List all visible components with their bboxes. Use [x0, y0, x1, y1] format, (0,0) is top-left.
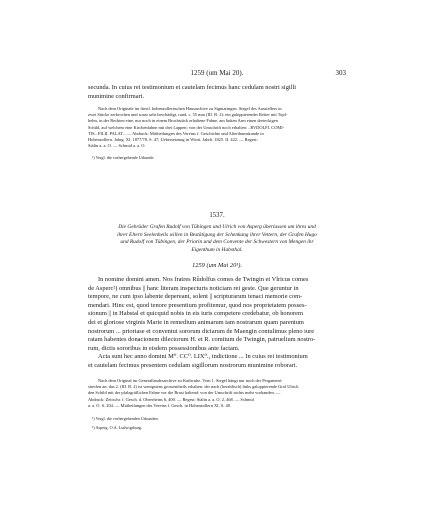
text-line: secunda. In cuius rei testimonium et cautelam fecimus hanc cedulam nostri sigilli [88, 84, 296, 91]
body-line: ratam habentes donacionem dilectorum H. et R. comitum de Twingin, patruelium nostro- [88, 336, 316, 344]
top-archival-note [88, 106, 346, 149]
document-archival-note [88, 378, 346, 409]
note-line: TIS...FILII. PALAT... — Abdruck: Mittheilungen des Vereins f. Geschichte und Alterthumskunde in [88, 130, 264, 136]
text-line: munimine confirmari. [88, 92, 145, 100]
document-body [88, 276, 346, 371]
note-line: Stälin a. a. O. — Schmid a. a. O. [88, 143, 146, 149]
note-line: Nach dem Original im Generallandesarchive zu Karlsruhe. Vom 1. Siegel hängt nur noch der Pergament- [98, 378, 283, 383]
body-line: nostrorum ... prioriase et conventui sororum dictarum de Maengin contulimus pleno iure [88, 327, 315, 335]
note-line: den Schild mit der pfalzgräflichen Fahne vor die Brust haltend; von der Umschrift nichts mehr vorhanden. — [88, 390, 281, 396]
body-line: et cautelam fecimus presentem cedulam sigillorum nostrorum munimine roborari. [88, 361, 298, 369]
note-line: zwei Stücke zerbrochen und sonst sehr beschädigt, rund, c. 55 mm (III. B. 2): ein galoppierender Reiter mit Topf- [88, 112, 288, 118]
summary-line: Die Gebrüder Grafen Rudolf von Tübingen und Ulrich von Asperg überlassen um ihres und [118, 224, 316, 230]
summary-line: Eigenthum in Habsthal. [191, 246, 243, 253]
note-line: Schild, auf welchem eine Kirchenfahne mit drei Lappen; von der Umschrift noch erhalten: ..RVDOLFI. COMI- [88, 124, 285, 130]
body-line: de Asperc²) omnibus || hanc literam inspecturis noticiam rei geste. Que geruntur in [88, 284, 299, 292]
note-line: Hohenzollern. Jahrg. XI. 1877/78, S. 47; Uebersetzung in Württ. Jahrb. 1825. II. 422. — Regest: [88, 137, 258, 143]
body-line: dei et gloriose virginis Marie in remedium animarum tam nostrarum quam parentum [88, 318, 304, 326]
body-line: Acta sunt hec anno domini M⁰. CC⁰. LIX⁰., indictione ... In cuius rei testimonium [98, 353, 308, 361]
body-line: sionum || in Habstal et quicquid nobis in eis iuris competere credebatur, ob honorem [88, 310, 303, 318]
running-header [88, 69, 346, 79]
top-footnote: ¹) Vergl. die vorhergehende Urkunde. [92, 155, 155, 160]
summary-line: und Rudolf von Tübingen, der Priorin und dem Convente der Schwestern von Mengen ihr [120, 239, 314, 246]
note-line: Abdruck: Zeitschr. f. Gesch. d. Oberrheins 6, 400. — Regest: Stälin a. a. O. 2, 468. — Schmid [88, 396, 254, 402]
body-line: tempore, ne cum ipso labente depereant, solent || scripturarum tenaci memorie com- [88, 293, 303, 301]
body-line: mendari. Hinc est, quod tenore presentium profitemur, quod nos proprietatem posses- [88, 301, 307, 309]
body-line: rum, dictis sororibus in eisdem possessionibus ante factam. [88, 344, 240, 352]
note-line: a. a. O. S. 204. — Mittheilungen des Vereins f. Gesch. in Hohenzollern XI, S. 48. [88, 402, 231, 408]
running-title: 1259 (um Mai 20). [190, 69, 244, 77]
summary-line: ihrer Eltern Seelenheils willen in Bestätigung der Schenkung ihrer Vettern, der Grafen Hugo [117, 231, 317, 238]
document-footnote: ²) Asperg, O.A. Ludwigsburg. [92, 425, 143, 430]
note-line: streifen an; das 2. (III. B. 2) ist wenigstens grossentheils erhalten: der nach (heraldisch) links galoppierende Graf Ulrich [88, 384, 299, 390]
document-footnote: ¹) Vergl. die vorhergehenden Urkunden. [92, 416, 159, 421]
page-number: 303 [335, 69, 346, 77]
note-line: Nach dem Originale im fürstl. hohenzollernschen Hausarchive zu Sigmaringen. Siegel des Ausstellers in [98, 106, 282, 111]
document-summary [88, 224, 346, 254]
document-number: 1537. [209, 212, 225, 219]
top-text-block [88, 84, 346, 101]
document-date: 1259 (um Mai 20¹). [192, 262, 242, 269]
body-line: In nomine domini amen. Nos fratres Růdolfus comes de Twingin et Vlricus comes [98, 276, 309, 283]
note-line: helm, in der Rechten eine, nur noch in einem Bruchstück erhaltene Fahne, am linken Arm einen dreieckigen [88, 118, 278, 124]
